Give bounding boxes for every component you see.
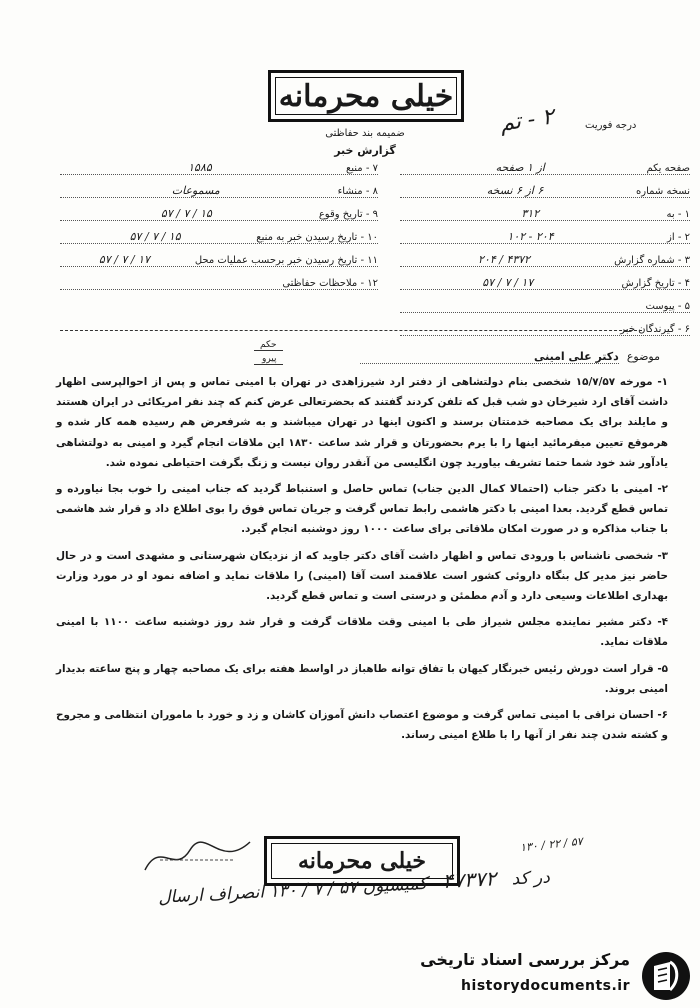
paragraph: ۲- امینی با دکتر جناب (احتمالا کمال الدین جناب) تماس حاصل و استنباط گردید که جناب امینی را خوب بجا نیاورده و تماس قطع گردید. بعدا امینی با دکتر هاشمی رابط تماس گرفت و جریان تماس فوق را بوی اطلاع داد و قرار شد هاشمی با جناب مذاکره و در صورت امکان ملاقاتی برای ساعت ۱۰۰۰ روز دوشنبه انجام گیرد. — [56, 483, 668, 536]
field-label: ۱۲ - ملاحظات حفاظتی — [282, 278, 378, 289]
field-label: ۸ - منشاء — [337, 186, 378, 197]
field-value: ۱۵ / ۷ / ۵۷ — [129, 230, 181, 243]
office-label: ضمیمه بند حفاظتی — [325, 128, 405, 139]
archive-prefix: در کد — [511, 867, 551, 890]
field-row — [60, 250, 378, 267]
side-mark — [254, 340, 283, 368]
priority-value: ۲ - تم — [498, 104, 556, 137]
priority-label: درجه فوریت — [585, 120, 637, 131]
field-label: ۳ - شماره گزارش — [614, 255, 690, 266]
subject-line — [360, 350, 660, 364]
field-value: ۴۳۷۲ / ۲۰۴ — [478, 253, 531, 266]
field-label: ۵ - پیوست — [645, 301, 690, 312]
site-watermark — [408, 946, 698, 1006]
field-row — [400, 273, 690, 290]
field-row — [60, 204, 378, 221]
side-mark-line: پیرو — [254, 354, 283, 365]
report-body — [56, 372, 668, 751]
field-value: ۱۷ / ۷ / ۵۷ — [98, 253, 150, 266]
field-row — [400, 227, 690, 244]
field-row — [400, 158, 690, 175]
archive-logo-icon — [640, 950, 692, 1002]
archive-text: کمیسیون ۵۷ / ۷ / ۱۳۰ انصراف ارسال — [157, 873, 428, 908]
side-mark-line: حکم — [254, 340, 283, 351]
field-value: ۶ از ۶ نسخه — [486, 184, 544, 197]
field-label: ۱ - به — [666, 209, 690, 220]
field-label: ۱۱ - تاریخ رسیدن خبر برحسب عملیات محل — [194, 255, 378, 266]
field-value: ۱۵ / ۷ / ۵۷ — [160, 207, 212, 220]
field-row — [400, 181, 690, 198]
report-title: گزارش خبر — [334, 144, 396, 157]
classification-stamp-top: خیلی محرمانه — [268, 70, 464, 122]
field-row — [60, 181, 378, 198]
paragraph: ۴- دکتر مشیر نماینده مجلس شیراز طی با امینی وقت ملاقات گرفت و قرار شد روز دوشنبه ساعت ۱۱۰۰ با امینی ملاقات نماید. — [56, 616, 668, 649]
handwritten-code: ۱۳۰ / ۲۲ / ۵۷ — [519, 834, 584, 855]
report-fields-left — [60, 158, 378, 296]
field-label: ۹ - تاریخ وقوع — [318, 209, 378, 220]
paragraph: ۱- مورخه ۱۵/۷/۵۷ شخصی بنام دولتشاهی از دفتر ارد شیرزاهدی در تهران با امینی تماس و پس از احوالپرسی اظهار داشت آقای ارد شیرخان دو شب قبل که تلفن کردند گفتند که بحضرتعالی عرض کنم که چند نفر امریکائی در ایران هستند و مایلند برای یک مصاحبه خدمتتان برسند و اکنون اینها در تهران میباشند و به شرفعرض هم رسیده همه کار شده و هرموقع تعیین میفرمائید اینها را با یرم بحضورتان و قرار شد ساعت ۱۸۳۰ این ملاقات انجام گیرد و امینی به دولتشاهی یادآور شد خود شما حتما تشریف بیاورید چون انگلیسی من آنقدر روان نیست و زنگ بگرفت احتیاطی نموده شد. — [56, 376, 668, 469]
classification-stamp-bottom: خیلی محرمانه — [264, 836, 460, 886]
paragraph: ۵- قرار است دورش رئیس خبرنگار کیهان با تفاق توانه طاهباز در اواسط هفته برای یک مصاحبه چهار و پنج ساعته بدیدار امینی بروند. — [56, 662, 668, 695]
watermark-url: historydocuments.ir — [461, 978, 630, 994]
field-row — [60, 273, 378, 290]
field-label: ۶ - گیرندگان خبر — [620, 324, 690, 335]
paragraph: ۳- شخصی ناشناس با ورودی تماس و اظهار داشت آقای دکتر جاوید که از نزدیکان شهرستانی و مشهدی است و در حال حاضر نیز مدیر کل بنگاه داروئی کشور است علاقمند است آقا (امینی) را ملاقات نماید و اضافه نمود او در مورد وزارت بهداری اطلاعات وسیعی دارد و آدم مطمئن و درستی است و تماس قطع گردید. — [56, 549, 668, 603]
field-row — [400, 296, 690, 313]
field-value: ۲۰۴ - ۱۰۲ — [507, 230, 554, 243]
field-label: ۴ - تاریخ گزارش — [621, 278, 690, 289]
field-value: ۱۵۸۵ — [188, 161, 212, 174]
field-label: ۱۰ - تاریخ رسیدن خبر به منبع — [256, 232, 378, 243]
field-label: ۷ - منبع — [345, 163, 378, 174]
subject-value: دکتر علی امینی — [360, 350, 619, 364]
field-row — [400, 250, 690, 267]
field-row — [60, 227, 378, 244]
field-value: مسموعات — [171, 184, 220, 197]
field-label: ۲ - از — [667, 232, 690, 243]
field-value: ۳۱۲ — [521, 207, 540, 220]
field-label: صفحه یکم — [646, 163, 690, 174]
field-row — [60, 158, 378, 175]
watermark-title: مرکز بررسی اسناد تاریخی — [420, 950, 630, 969]
report-fields-right — [400, 158, 690, 342]
field-value: ۱۷ / ۷ / ۵۷ — [482, 276, 534, 289]
subject-label: موضوع — [626, 350, 660, 363]
field-value: از ۱ صفحه — [495, 161, 545, 174]
field-label: نسخه شماره — [636, 186, 690, 197]
paragraph: ۶- احسان نراقی با امینی تماس گرفت و موضوع اعتصاب دانش آموزان کاشان و زد و خورد با ماموران انتظامی و مجروح و کشته شدن چند نفر از آنها را با طلاع امینی رساند. — [56, 709, 668, 742]
section-divider — [60, 330, 642, 331]
field-row — [400, 319, 690, 336]
archive-number: ۴۷۳۷۲ — [441, 866, 497, 894]
field-row — [400, 204, 690, 221]
handwritten-scribble — [140, 830, 260, 880]
